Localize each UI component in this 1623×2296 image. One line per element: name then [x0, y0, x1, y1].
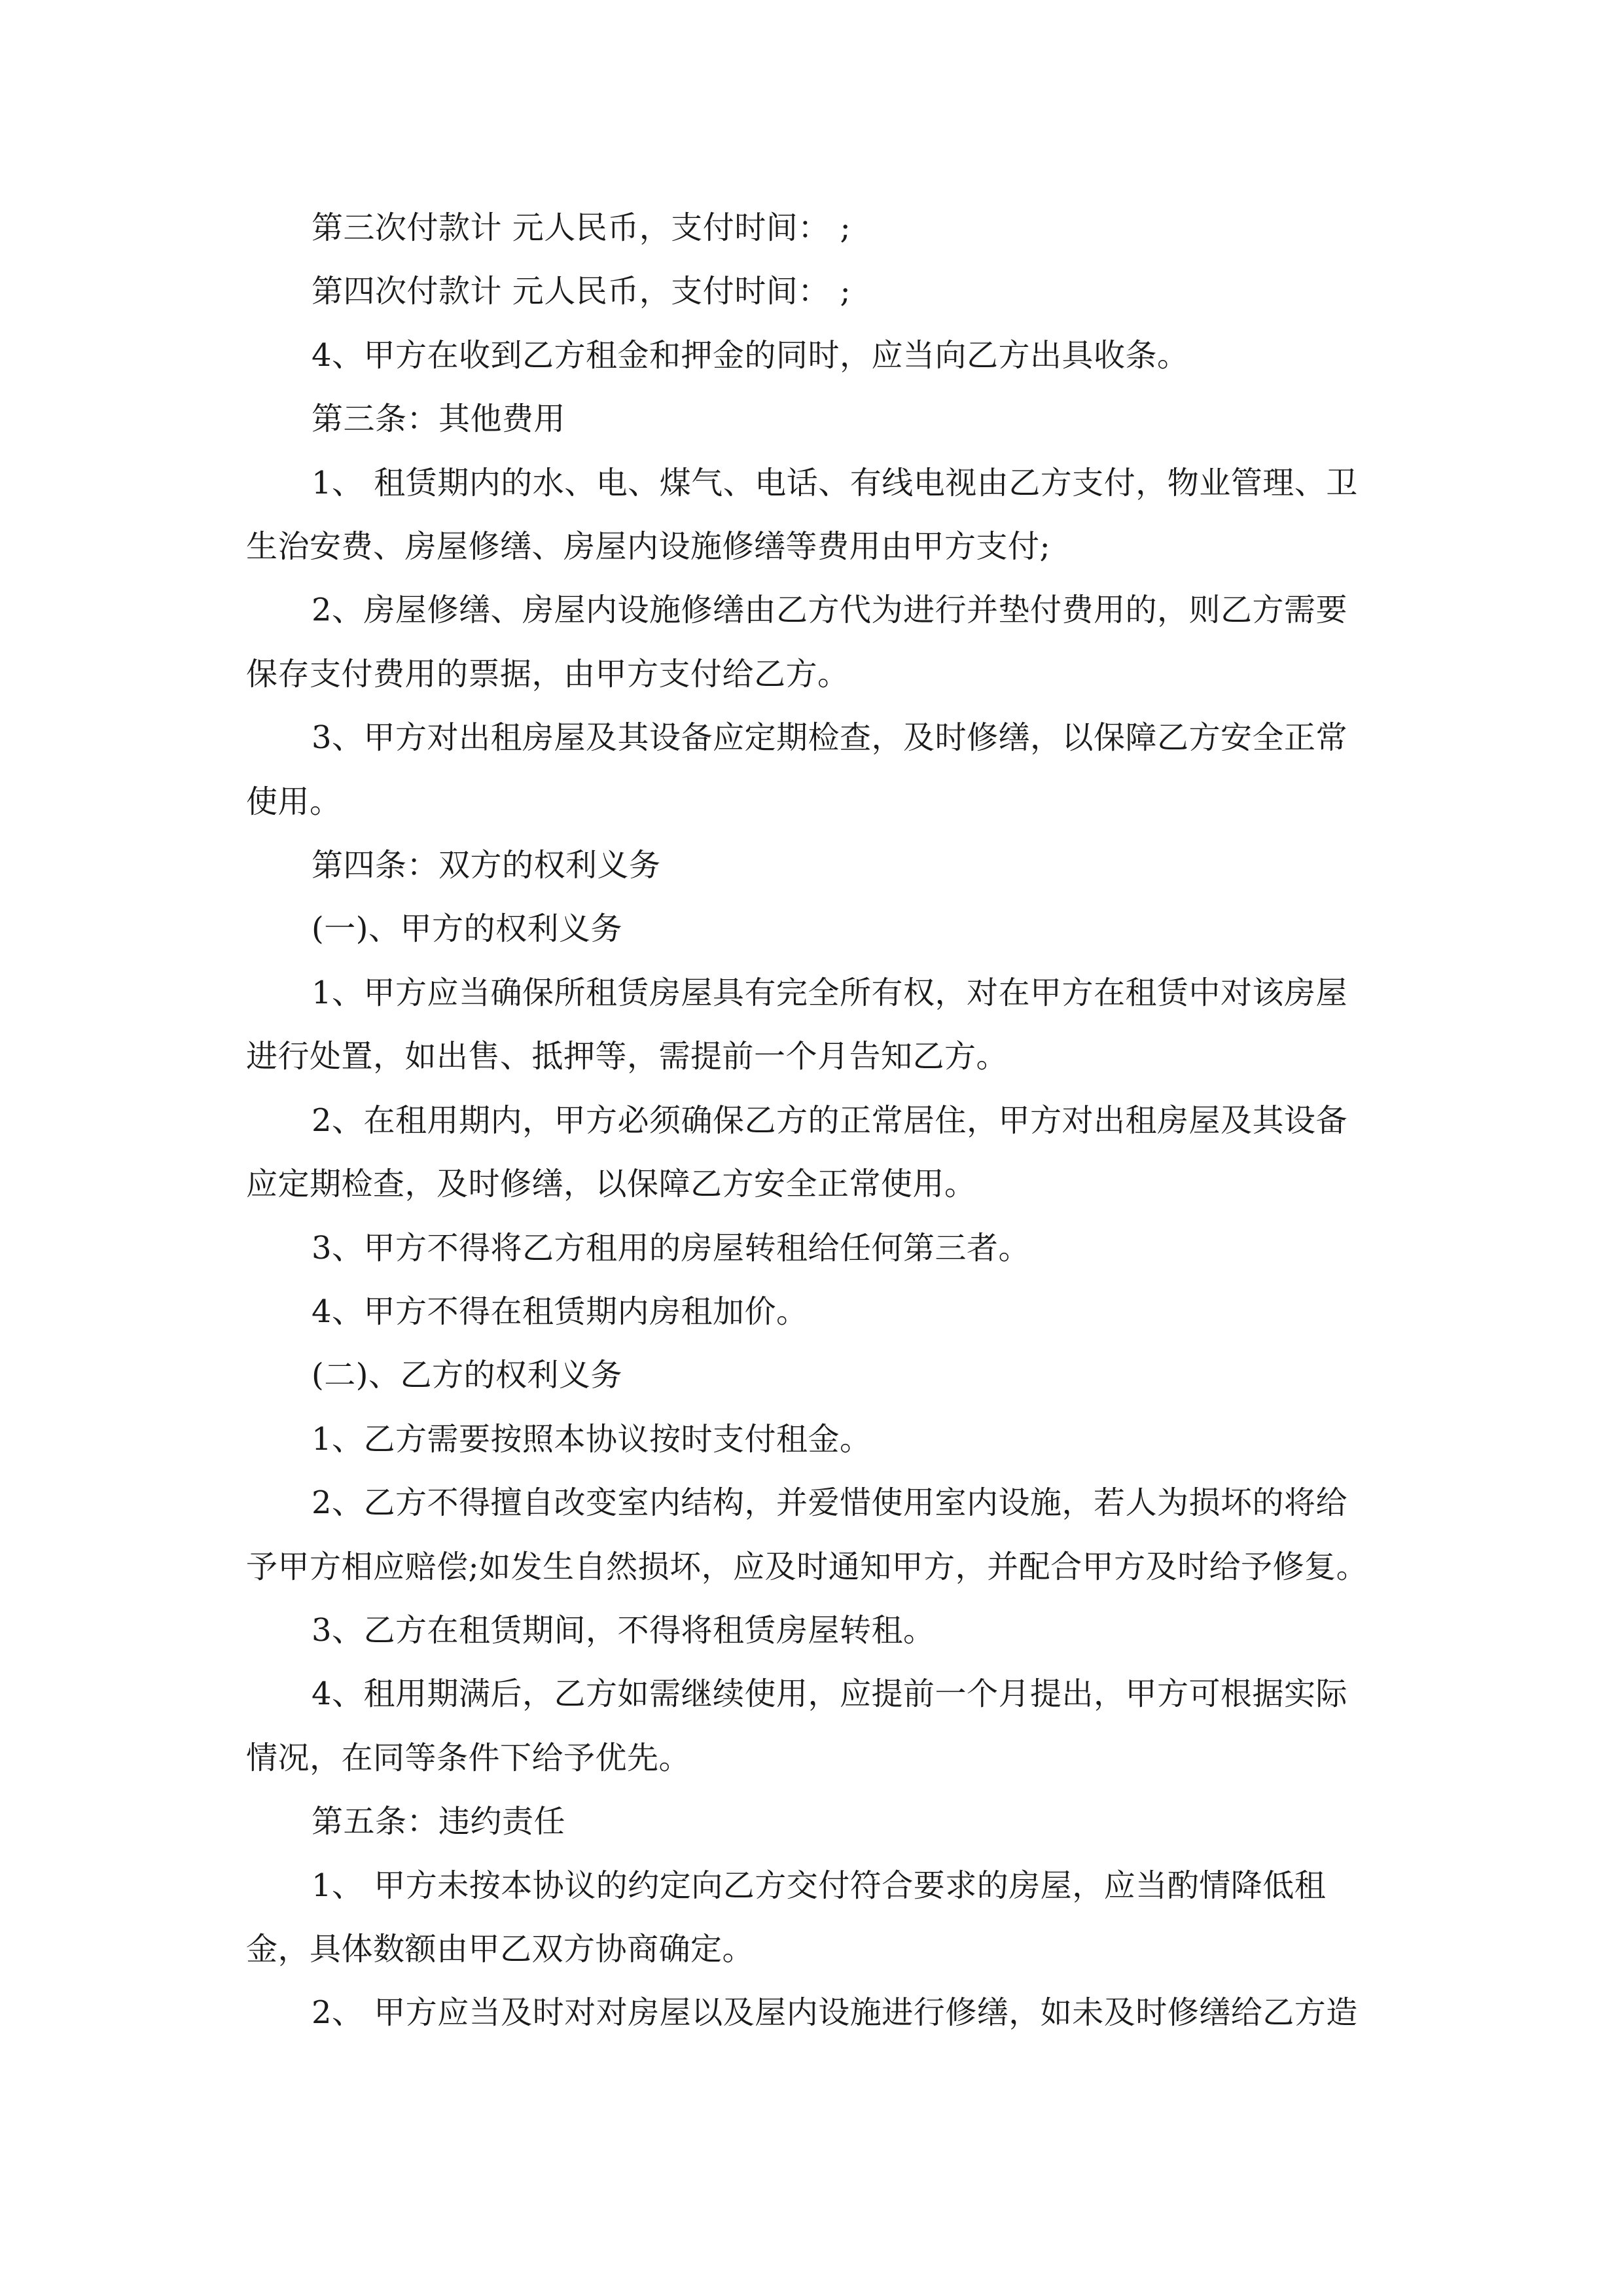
article-5-item-1: 1、 甲方未按本协议的约定向乙方交付符合要求的房屋，应当酌情降低租金，具体数额由甲乙双方协商确定。	[246, 1867, 1327, 1967]
party-b-item-3: 3、乙方在租赁期间，不得将租赁房屋转租。	[312, 1611, 935, 1649]
article-5-heading: 第五条：违约责任	[312, 1803, 566, 1840]
party-a-item-4: 4、甲方不得在租赁期内房租加价。	[312, 1293, 808, 1330]
article-5-item-2: 2、 甲方应当及时对对房屋以及屋内设施进行修缮，如未及时修缮给乙方造	[312, 1994, 1358, 2032]
paragraph-payment-4: 第四次付款计 元人民币，支付时间： ;	[312, 273, 851, 310]
party-a-item-3: 3、甲方不得将乙方租用的房屋转租给任何第三者。	[312, 1229, 1031, 1266]
party-b-item-4: 4、租用期满后，乙方如需继续使用，应提前一个月提出，甲方可根据实际情况，在同等条件下给予优先。	[246, 1676, 1348, 1776]
party-a-item-1: 1、甲方应当确保所租赁房屋具有完全所有权，对在甲方在租赁中对该房屋进行处置，如出售、抵押等，需提前一个月告知乙方。	[246, 974, 1348, 1075]
party-a-subheading: (一)、甲方的权利义务	[312, 910, 622, 948]
article-3-item-3: 3、甲方对出租房屋及其设备应定期检查，及时修缮，以保障乙方安全正常使用。	[246, 719, 1348, 820]
article-3-item-2: 2、房屋修缮、房屋内设施修缮由乙方代为进行并垫付费用的，则乙方需要保存支付费用的票据，由甲方支付给乙方。	[246, 592, 1348, 692]
party-b-subheading: (二)、乙方的权利义务	[312, 1357, 622, 1394]
article-3-item-1: 1、 租赁期内的水、电、煤气、电话、有线电视由乙方支付，物业管理、卫生治安费、房屋修缮、房屋内设施修缮等费用由甲方支付;	[246, 464, 1358, 565]
paragraph-payment-3: 第三次付款计 元人民币，支付时间： ;	[312, 209, 851, 246]
article-3-heading: 第三条：其他费用	[312, 401, 566, 438]
party-b-item-1: 1、乙方需要按照本协议按时支付租金。	[312, 1420, 872, 1458]
article-4-heading: 第四条：双方的权利义务	[312, 847, 661, 884]
paragraph-receipt: 4、甲方在收到乙方租金和押金的同时，应当向乙方出具收条。	[312, 336, 1189, 374]
document-body	[246, 196, 1378, 2045]
party-b-item-2: 2、乙方不得擅自改变室内结构，并爱惜使用室内设施，若人为损坏的将给予甲方相应赔偿;如发生自然损坏，应及时通知甲方，并配合甲方及时给予修复。	[246, 1484, 1368, 1585]
party-a-item-2: 2、在租用期内，甲方必须确保乙方的正常居住，甲方对出租房屋及其设备应定期检查，及时修缮，以保障乙方安全正常使用。	[246, 1102, 1348, 1203]
